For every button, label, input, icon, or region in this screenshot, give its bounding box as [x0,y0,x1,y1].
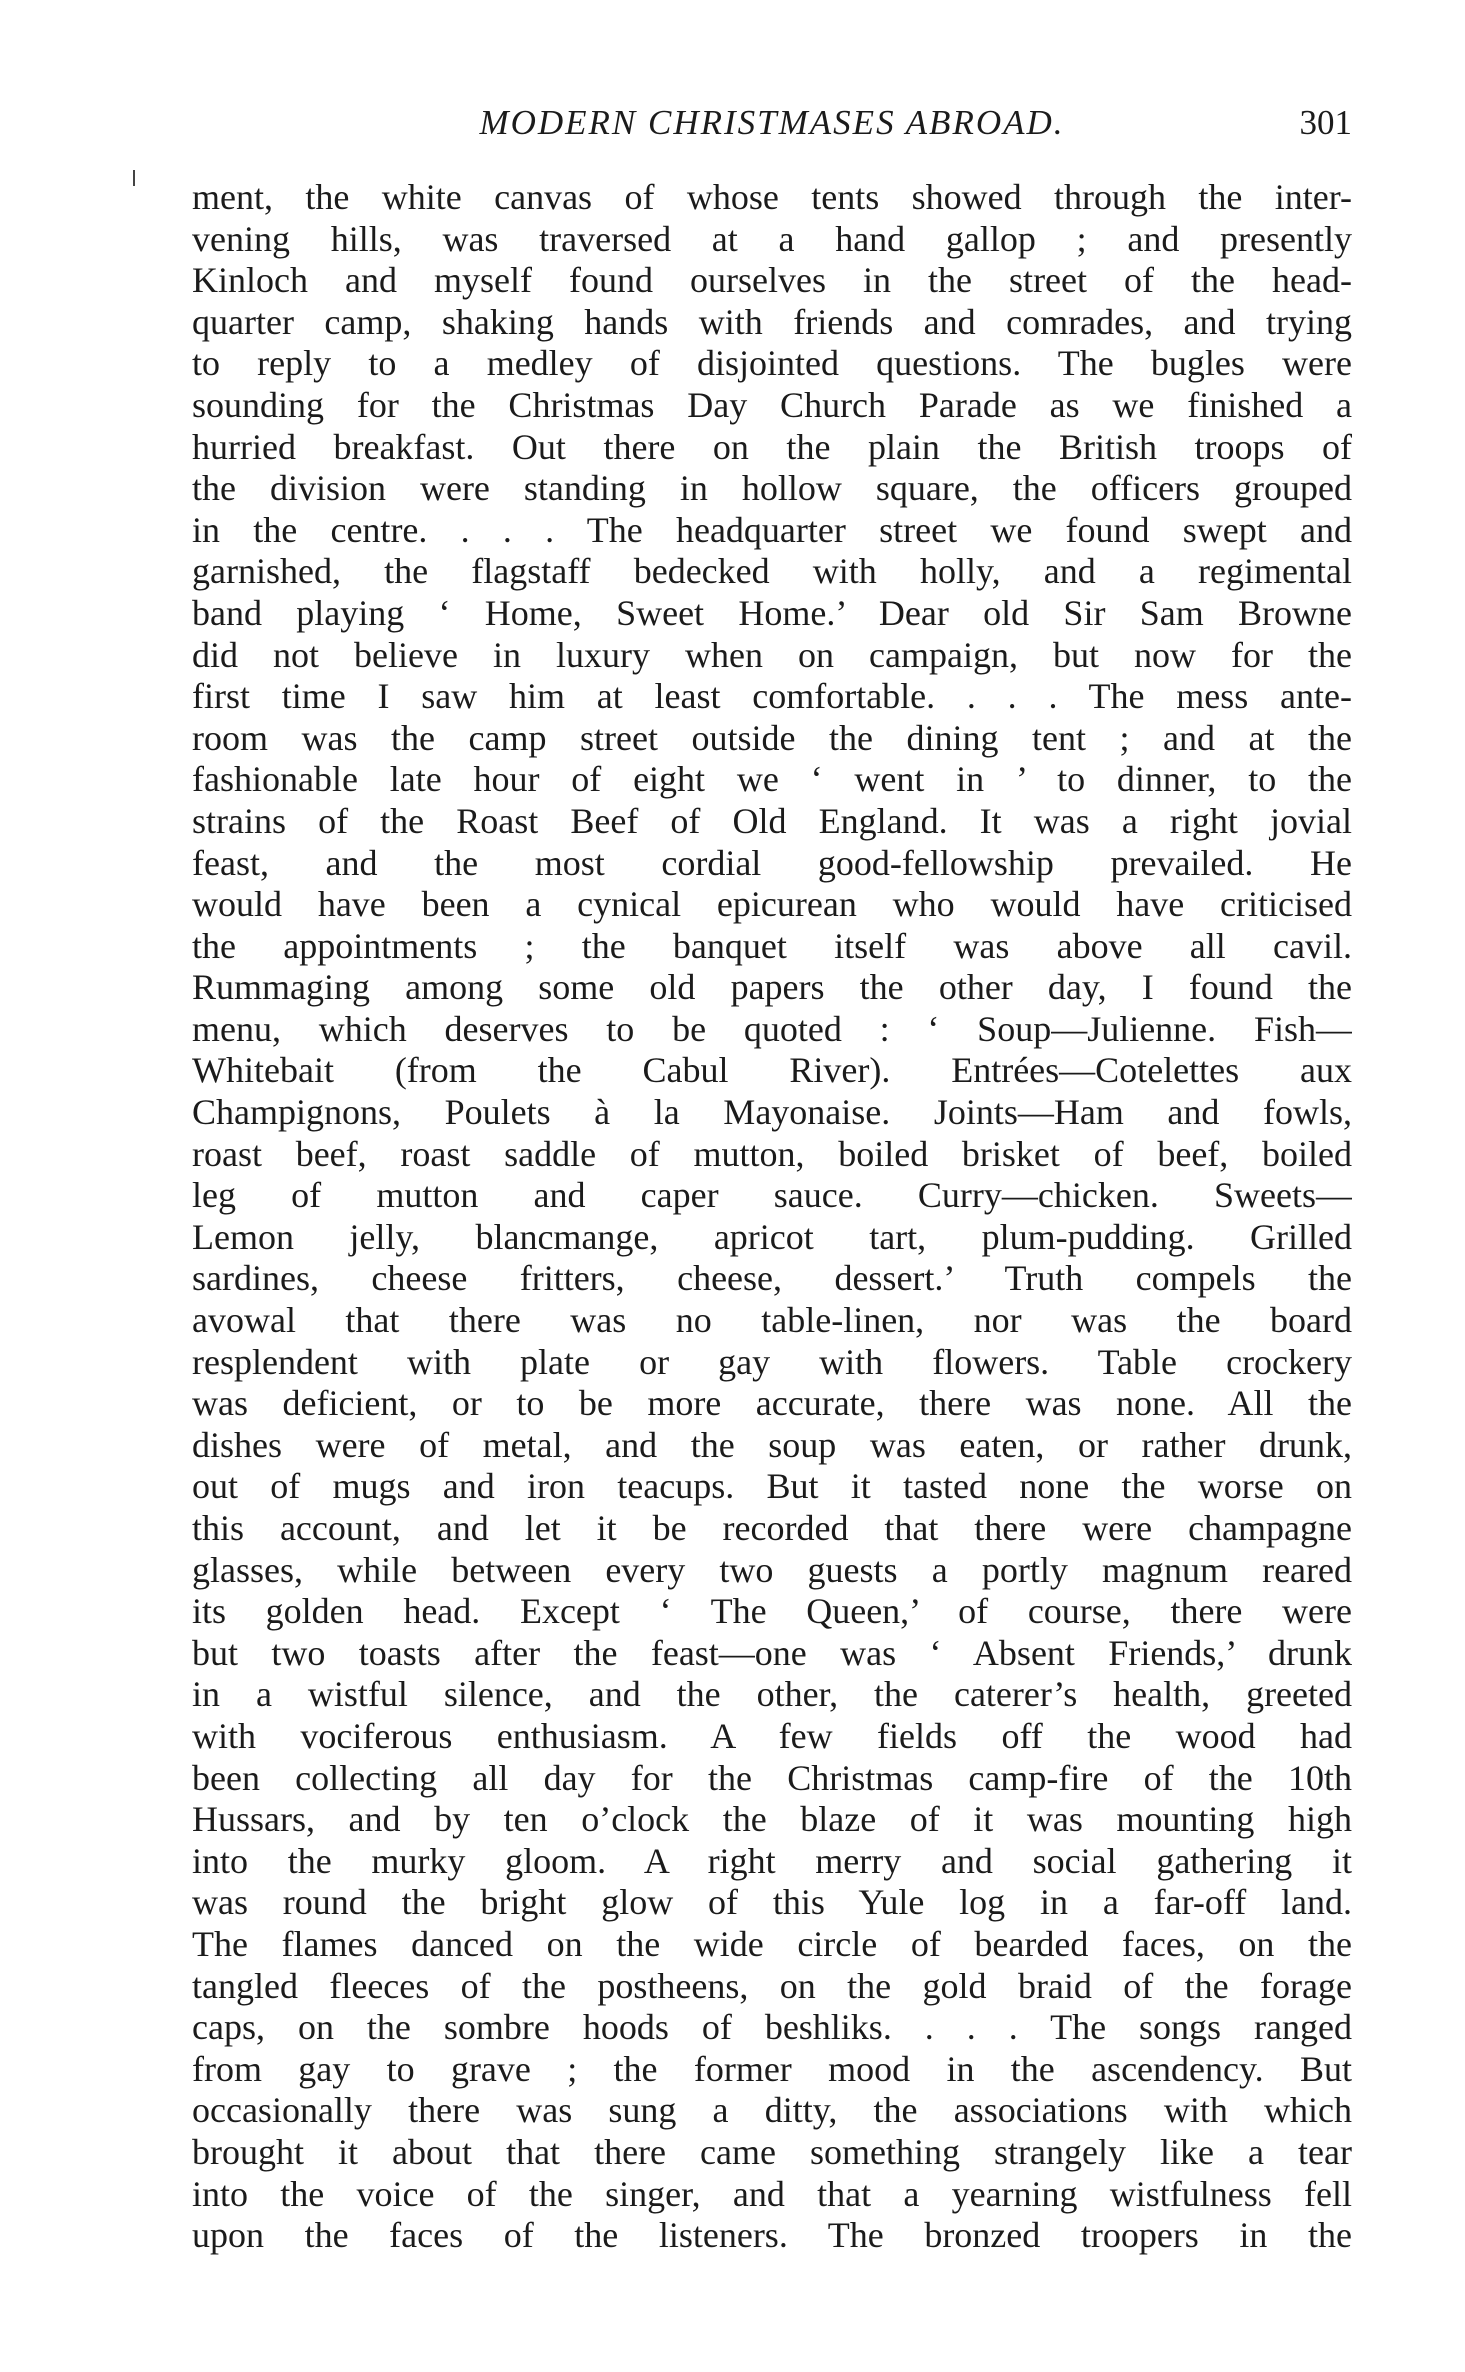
text-line: Hussars, and by ten o’clock the blaze of it was mounting high [192,1799,1352,1840]
text-line: was deficient, or to be more accurate, there was none. All the [192,1383,1352,1424]
text-line: but two toasts after the feast—one was ‘ Absent Friends,’ drunk [192,1632,1352,1673]
text-line: avowal that there was no table-linen, nor was the board [192,1300,1352,1341]
text-line: roast beef, roast saddle of mutton, boiled brisket of beef, boiled [192,1133,1352,1174]
text-line: first time I saw him at least comfortable. . . . The mess ante- [192,676,1352,717]
body-text [192,177,1352,2257]
text-line: band playing ‘ Home, Sweet Home.’ Dear old Sir Sam Browne [192,592,1352,633]
text-line: this account, and let it be recorded that there were champagne [192,1508,1352,1548]
text-line: leg of mutton and caper sauce. Curry—chicken. Sweets— [192,1175,1352,1216]
text-line: dishes were of metal, and the soup was eaten, or rather drunk, [192,1424,1352,1465]
text-line: into the voice of the singer, and that a yearning wistfulness fell [192,2173,1352,2214]
text-line: room was the camp street outside the dining tent ; and at the [192,717,1352,758]
running-header [192,98,1352,148]
text-line: into the murky gloom. A right merry and social gathering it [192,1840,1352,1881]
text-line: the appointments ; the banquet itself was above all cavil. [192,925,1352,966]
text-line: The flames danced on the wide circle of bearded faces, on the [192,1923,1352,1964]
text-line: tangled fleeces of the postheens, on the gold braid of the forage [192,1965,1352,2006]
text-line: Kinloch and myself found ourselves in the street of the head- [192,260,1352,301]
text-line: sounding for the Christmas Day Church Parade as we finished a [192,384,1352,425]
text-line: strains of the Roast Beef of Old England. It was a right jovial [192,800,1352,841]
text-line: feast, and the most cordial good-fellowship prevailed. He [192,842,1352,883]
text-line: glasses, while between every two guests a portly magnum reared [192,1549,1352,1590]
text-line: resplendent with plate or gay with flowers. Table crockery [192,1341,1352,1382]
text-line: caps, on the sombre hoods of beshliks. . . . The songs ranged [192,2007,1352,2048]
text-line: Rummaging among some old papers the other day, I found the [192,967,1352,1008]
text-line: upon the faces of the listeners. The bronzed troopers in the [192,2215,1352,2256]
text-line: brought it about that there came something strangely like a tear [192,2131,1352,2172]
text-line: vening hills, was traversed at a hand gallop ; and presently [192,218,1352,259]
text-line: would have been a cynical epicurean who would have criticised [192,884,1352,925]
text-line: to reply to a medley of disjointed questions. The bugles were [192,343,1352,384]
text-line: the division were standing in hollow square, the officers grouped [192,468,1352,509]
text-line: menu, which deserves to be quoted : ‘ Soup—Julienne. Fish— [192,1008,1352,1049]
text-line: fashionable late hour of eight we ‘ went in ’ to dinner, to the [192,759,1352,800]
text-line: out of mugs and iron teacups. But it tasted none the worse on [192,1466,1352,1507]
text-line: its golden head. Except ‘ The Queen,’ of course, there were [192,1591,1352,1632]
text-line: sardines, cheese fritters, cheese, dessert.’ Truth compels the [192,1258,1352,1299]
text-line: with vociferous enthusiasm. A few fields off the wood had [192,1715,1352,1756]
text-line: from gay to grave ; the former mood in the ascendency. But [192,2048,1352,2089]
margin-mark [133,170,135,186]
text-line: did not believe in luxury when on campaign, but now for the [192,634,1352,675]
page-number: 301 [1299,103,1352,142]
text-line: quarter camp, shaking hands with friends and comrades, and trying [192,301,1352,342]
text-line: been collecting all day for the Christmas camp-fire of the 10th [192,1757,1352,1798]
text-line: ment, the white canvas of whose tents showed through the inter- [192,177,1352,217]
text-line: Champignons, Poulets à la Mayonaise. Joints—Ham and fowls, [192,1092,1352,1133]
text-line: Lemon jelly, blancmange, apricot tart, plum-pudding. Grilled [192,1216,1352,1257]
text-line: garnished, the flagstaff bedecked with holly, and a regimental [192,551,1352,592]
text-line: hurried breakfast. Out there on the plain the British troops of [192,426,1352,467]
text-line: occasionally there was sung a ditty, the associations with which [192,2090,1352,2131]
text-line: was round the bright glow of this Yule log in a far-off land. [192,1882,1352,1923]
page-title: MODERN CHRISTMASES ABROAD. [479,103,1065,142]
text-line: in a wistful silence, and the other, the caterer’s health, greeted [192,1674,1352,1715]
text-line: Whitebait (from the Cabul River). Entrées—Cotelettes aux [192,1050,1352,1091]
text-line: in the centre. . . . The headquarter street we found swept and [192,509,1352,550]
